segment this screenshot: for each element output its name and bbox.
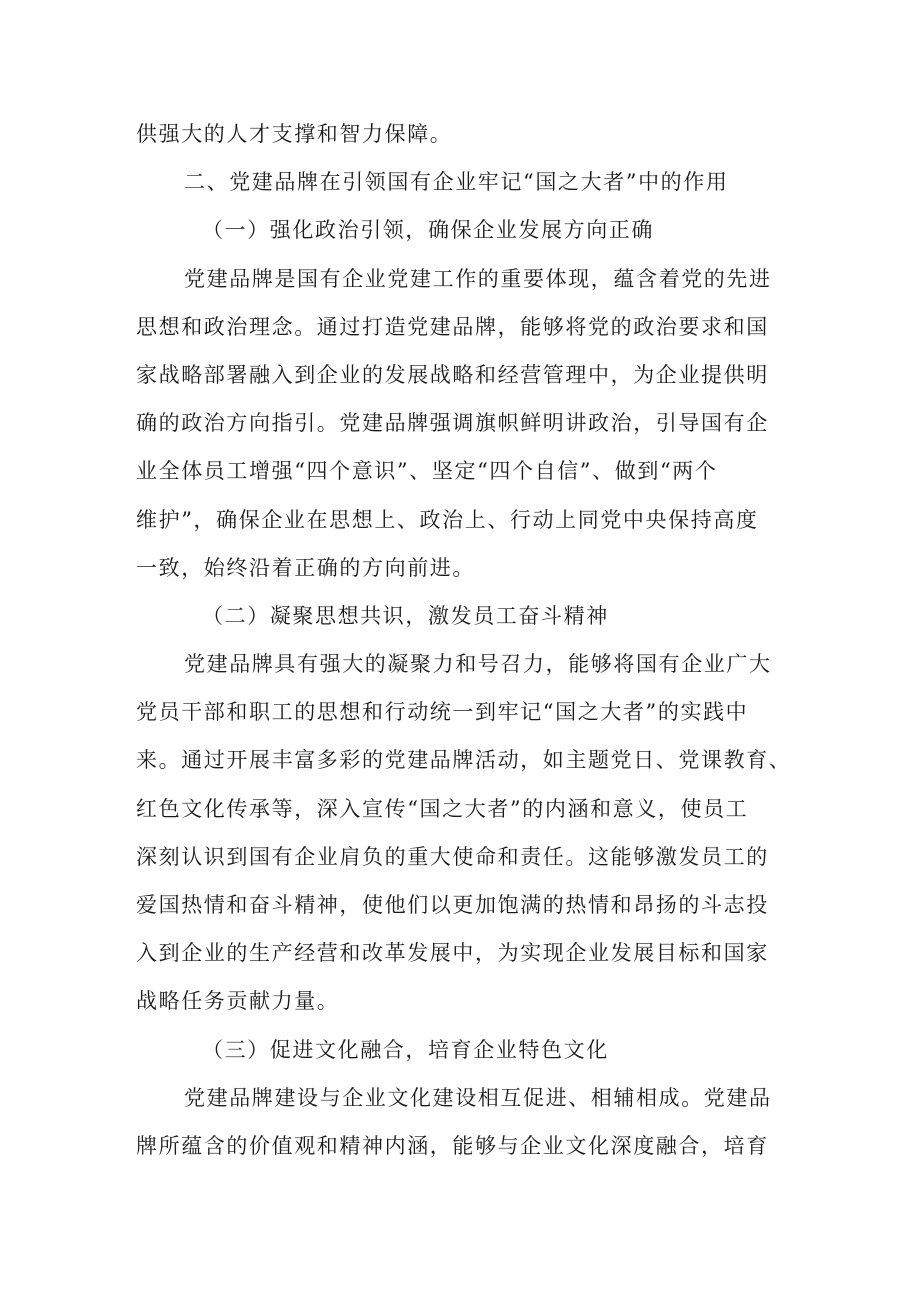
subsection-heading: （二）凝聚思想共识，激发员工奋斗精神 <box>202 603 609 628</box>
text-line: 红色文化传承等，深入宣传“国之大者”的内涵和意义，使员工 <box>136 796 749 821</box>
text-line: 确的政治方向指引。党建品牌强调旗帜鲜明讲政治，引导国有企 <box>136 411 769 436</box>
text-line: 业全体员工增强“四个意识”、坚定“四个自信”、做到“两个 <box>136 459 718 484</box>
subsection-heading: （一）强化政治引领，确保企业发展方向正确 <box>202 218 654 243</box>
text-line: 来。通过开展丰富多彩的党建品牌活动，如主题党日、党课教育、 <box>136 748 792 773</box>
text-line: 深刻认识到国有企业肩负的重大使命和责任。这能够激发员工的 <box>136 844 769 869</box>
section-heading: 二、党建品牌在引领国有企业牢记“国之大者”中的作用 <box>184 170 729 195</box>
document-body <box>136 110 791 1170</box>
text-line: 入到企业的生产经营和改革发展中，为实现企业发展目标和国家 <box>136 941 769 966</box>
text-line: 战略任务贡献力量。 <box>136 989 340 1014</box>
text-line: 供强大的人才支撑和智力保障。 <box>136 122 453 146</box>
paragraph-first-line: 党建品牌具有强大的凝聚力和号召力，能够将国有企业广大 <box>184 652 772 677</box>
text-line: 牌所蕴含的价值观和精神内涵，能够与企业文化深度融合，培育 <box>136 1133 769 1158</box>
text-line: 一致，始终沿着正确的方向前进。 <box>136 555 475 580</box>
text-line: 家战略部署融入到企业的发展战略和经营管理中，为企业提供明 <box>136 362 769 387</box>
subsection-heading: （三）促进文化融合，培育企业特色文化 <box>202 1037 609 1062</box>
text-line: 思想和政治理念。通过打造党建品牌，能够将党的政治要求和国 <box>136 314 769 339</box>
text-line: 维护”，确保企业在思想上、政治上、行动上同党中央保持高度 <box>136 507 759 532</box>
text-line: 党员干部和职工的思想和行动统一到牢记“国之大者”的实践中 <box>136 700 749 725</box>
paragraph-first-line: 党建品牌建设与企业文化建设相互促进、相辅相成。党建品 <box>184 1085 772 1110</box>
paragraph-first-line: 党建品牌是国有企业党建工作的重要体现，蕴含着党的先进 <box>184 266 772 291</box>
text-line: 爱国热情和奋斗精神，使他们以更加饱满的热情和昂扬的斗志投 <box>136 893 769 917</box>
